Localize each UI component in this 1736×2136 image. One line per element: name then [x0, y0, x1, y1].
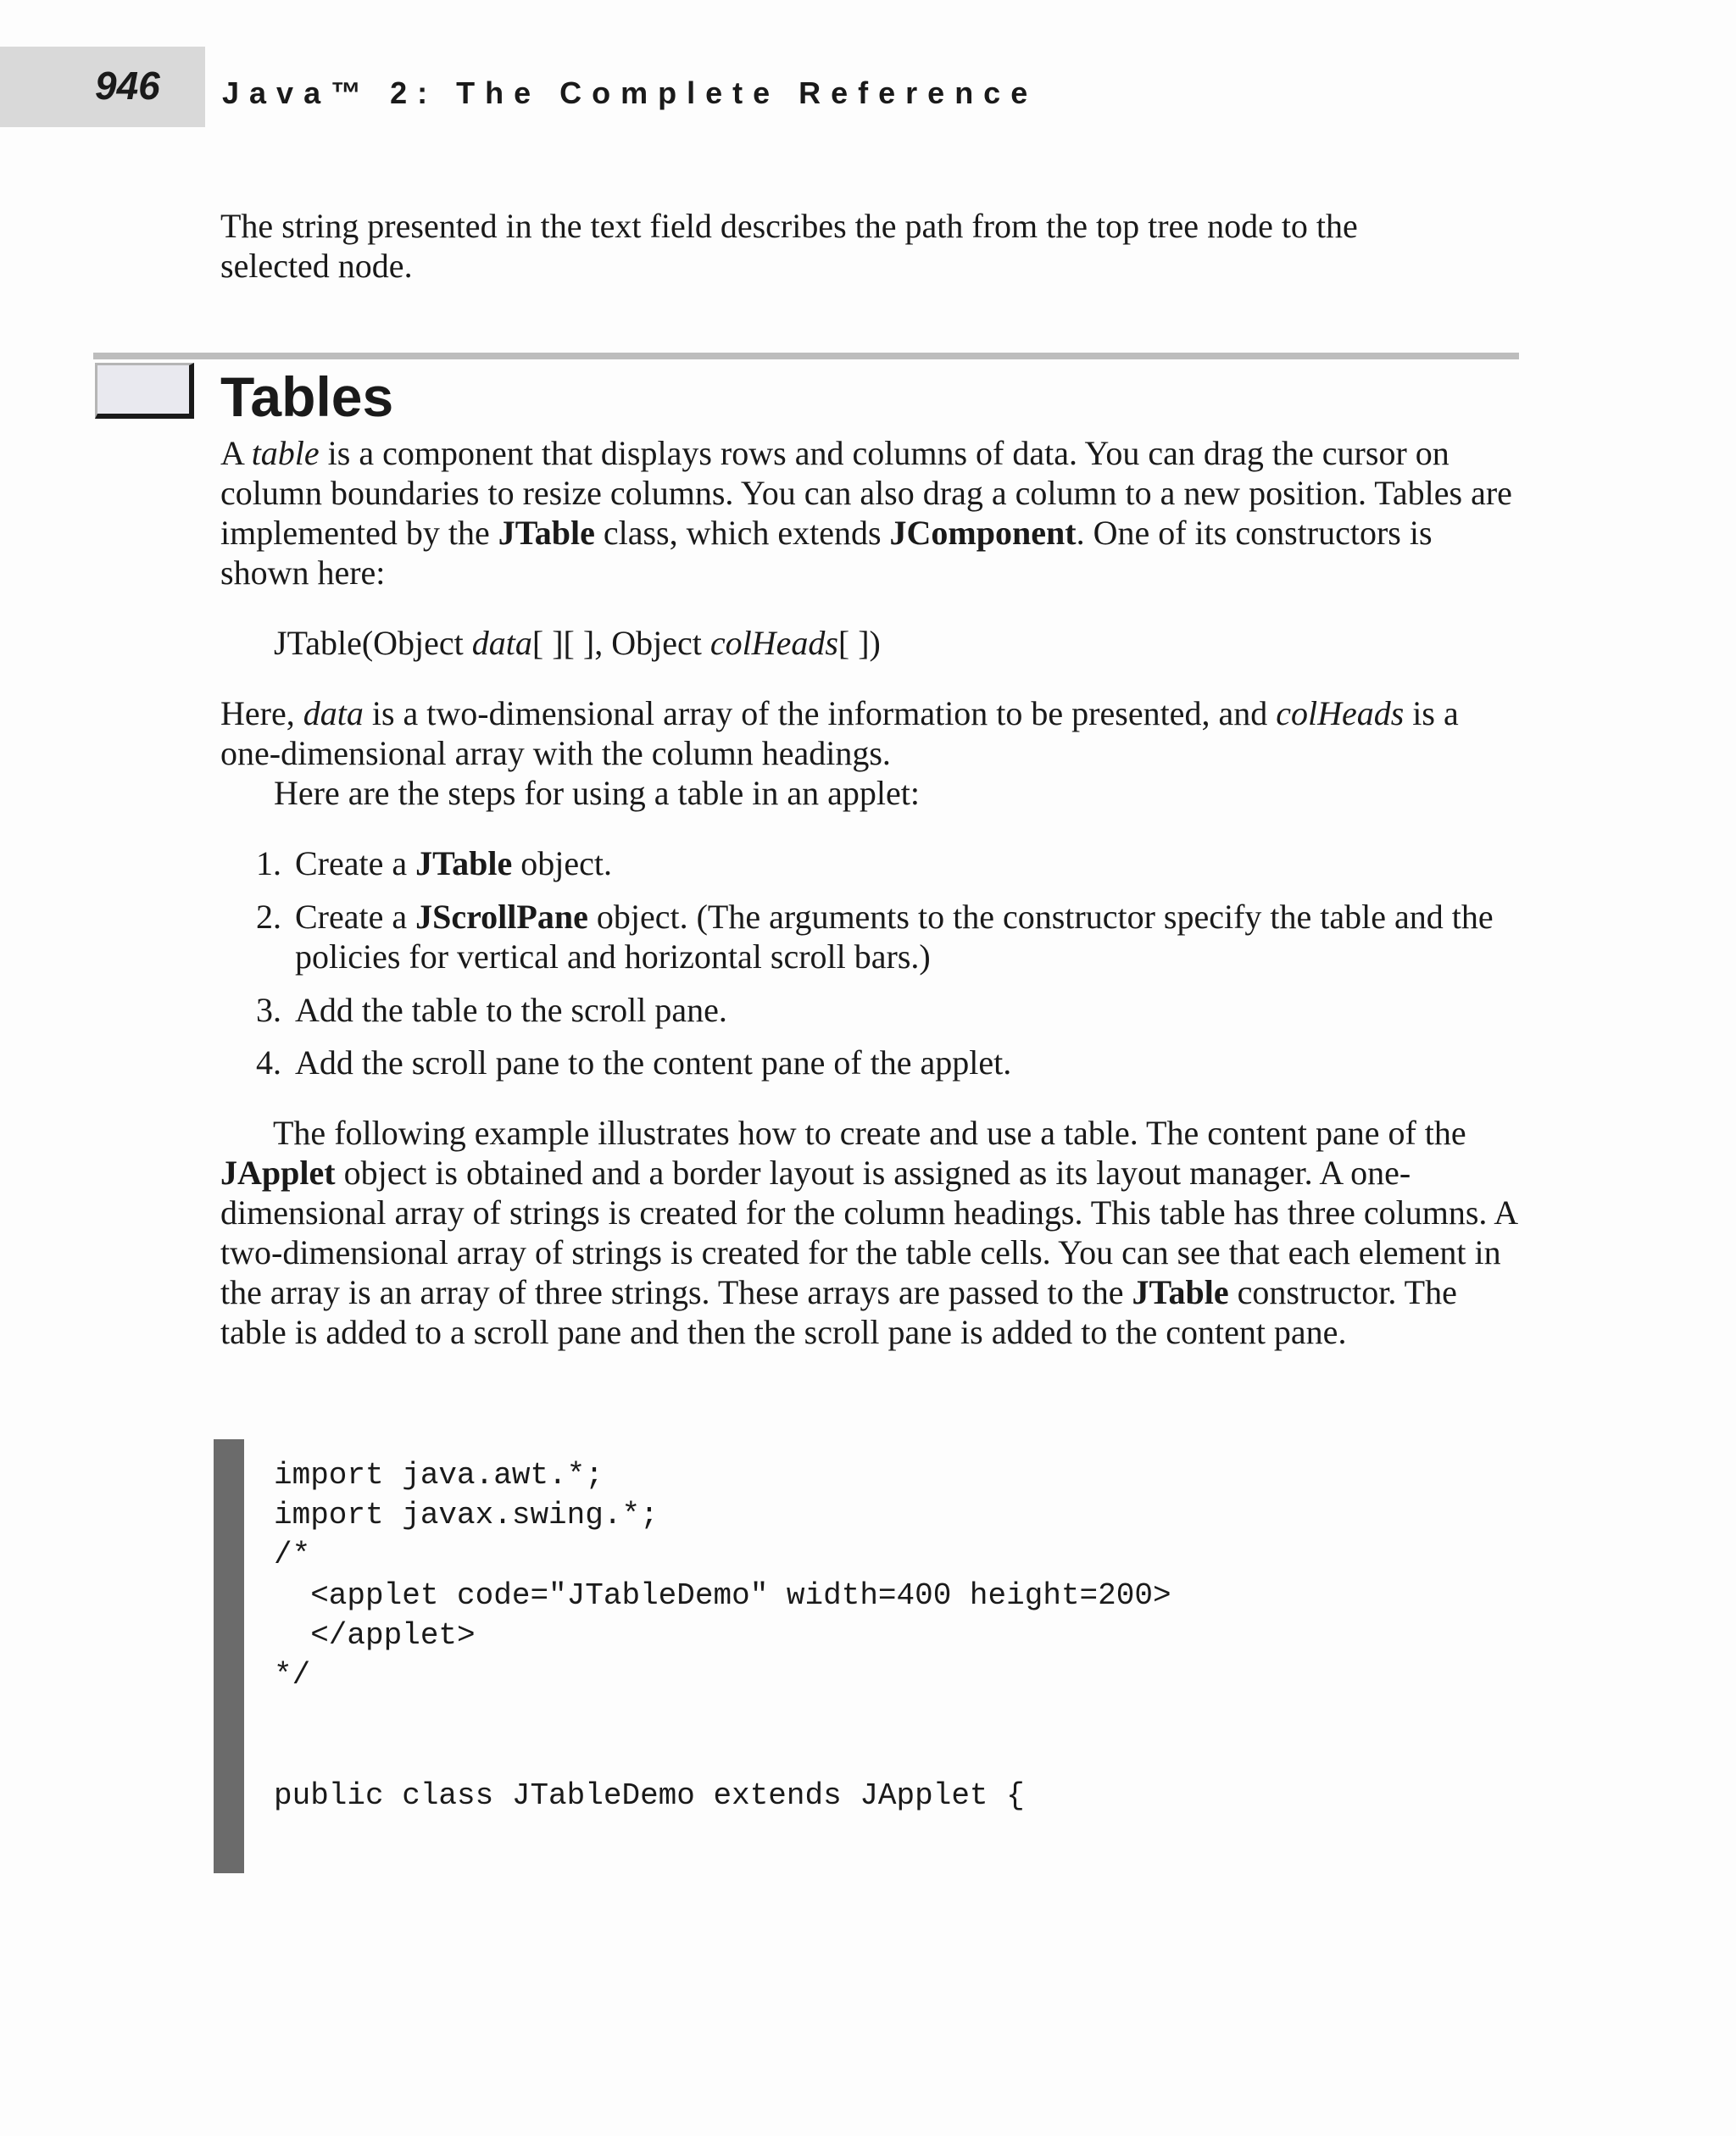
list-number: 4. — [256, 1043, 281, 1082]
text-run: Here, — [220, 694, 303, 732]
class-name-japplet: JApplet — [220, 1154, 336, 1192]
code-line: import java.awt.*; — [274, 1458, 604, 1493]
section-marker-box — [95, 363, 194, 419]
term-table: table — [251, 434, 320, 472]
class-name-jcomponent: JComponent — [889, 514, 1077, 552]
text-run: is a two-dimensional array of the information to be presented, and — [363, 694, 1277, 732]
text-run: Create a — [295, 898, 416, 936]
list-item — [256, 990, 1507, 1030]
param-colheads: colHeads — [1276, 694, 1405, 732]
text-run: . One of its constructors is shown here: — [220, 514, 1433, 592]
code-line: import javax.swing.*; — [274, 1498, 659, 1532]
text-run: The following example illustrates how to create and use a table. The content pane of the — [273, 1114, 1466, 1152]
text-run: is a component that displays rows and columns of data. You can drag the cursor on column boundaries to resize columns. You can also drag a column to a new position. Tables are implemented by the — [220, 434, 1512, 552]
tables-intro-paragraph — [220, 433, 1526, 592]
class-name-jtable: JTable — [498, 514, 595, 552]
code-line: </applet> — [274, 1618, 476, 1653]
param-colheads: colHeads — [709, 624, 838, 662]
code-line: /* — [274, 1538, 311, 1572]
intro-line-2: selected node. — [220, 247, 413, 285]
parameters-paragraph — [220, 693, 1526, 773]
example-paragraph — [220, 1113, 1526, 1352]
constructor-signature — [274, 623, 881, 663]
list-number: 2. — [256, 898, 281, 936]
list-text: Add the scroll pane to the content pane of the applet. — [295, 1043, 1012, 1082]
list-text: Add the table to the scroll pane. — [295, 991, 727, 1029]
steps-intro: Here are the steps for using a table in an applet: — [274, 774, 920, 812]
class-name-jscrollpane: JScrollPane — [415, 898, 588, 936]
section-heading: Tables — [220, 365, 394, 428]
list-number: 3. — [256, 991, 281, 1029]
running-title: Java™ 2: The Complete Reference — [222, 75, 1038, 110]
intro-paragraph — [220, 206, 1526, 286]
text-run: constructor. The table is added to a scroll pane and then the scroll pane is added to the content pane. — [220, 1273, 1457, 1351]
list-item — [256, 897, 1507, 976]
section-rule — [93, 353, 1519, 359]
text-run: [ ][ ], Object — [531, 624, 710, 662]
text-run: is a one-dimensional array with the column headings. — [220, 694, 1459, 772]
text-run: object. (The arguments to the constructor specify the table and the policies for vertical and horizontal scroll bars.) — [295, 898, 1494, 976]
param-data: data — [303, 694, 364, 732]
intro-line-1: The string presented in the text field describes the path from the top tree node to the — [220, 207, 1358, 245]
text-run: class, which extends — [594, 514, 890, 552]
class-name-jtable: JTable — [1132, 1273, 1229, 1311]
list-item — [256, 1043, 1507, 1082]
code-line: */ — [274, 1658, 311, 1693]
code-line: <applet code="JTableDemo" width=400 height=200> — [274, 1578, 1171, 1613]
list-number: 1. — [256, 844, 281, 882]
text-run: Create a — [295, 844, 416, 882]
text-run: object is obtained and a border layout is assigned as its layout manager. A one-dimensional array of strings is created for the column headings. This table has three columns. A two-dimensional array of strings is created for the table cells. You can see that each element in the array is an array of three strings. These arrays are passed to the — [220, 1154, 1516, 1311]
text-run: object. — [512, 844, 612, 882]
text-run: A — [220, 434, 252, 472]
code-line: public class JTableDemo extends JApplet { — [274, 1778, 1025, 1813]
page-number: 946 — [95, 64, 160, 108]
class-name-jtable: JTable — [415, 844, 513, 882]
list-item — [256, 843, 1507, 883]
param-data: data — [471, 624, 532, 662]
code-block-bar — [214, 1439, 244, 1873]
text-run: JTable(Object — [274, 624, 472, 662]
text-run: [ ]) — [837, 624, 881, 662]
